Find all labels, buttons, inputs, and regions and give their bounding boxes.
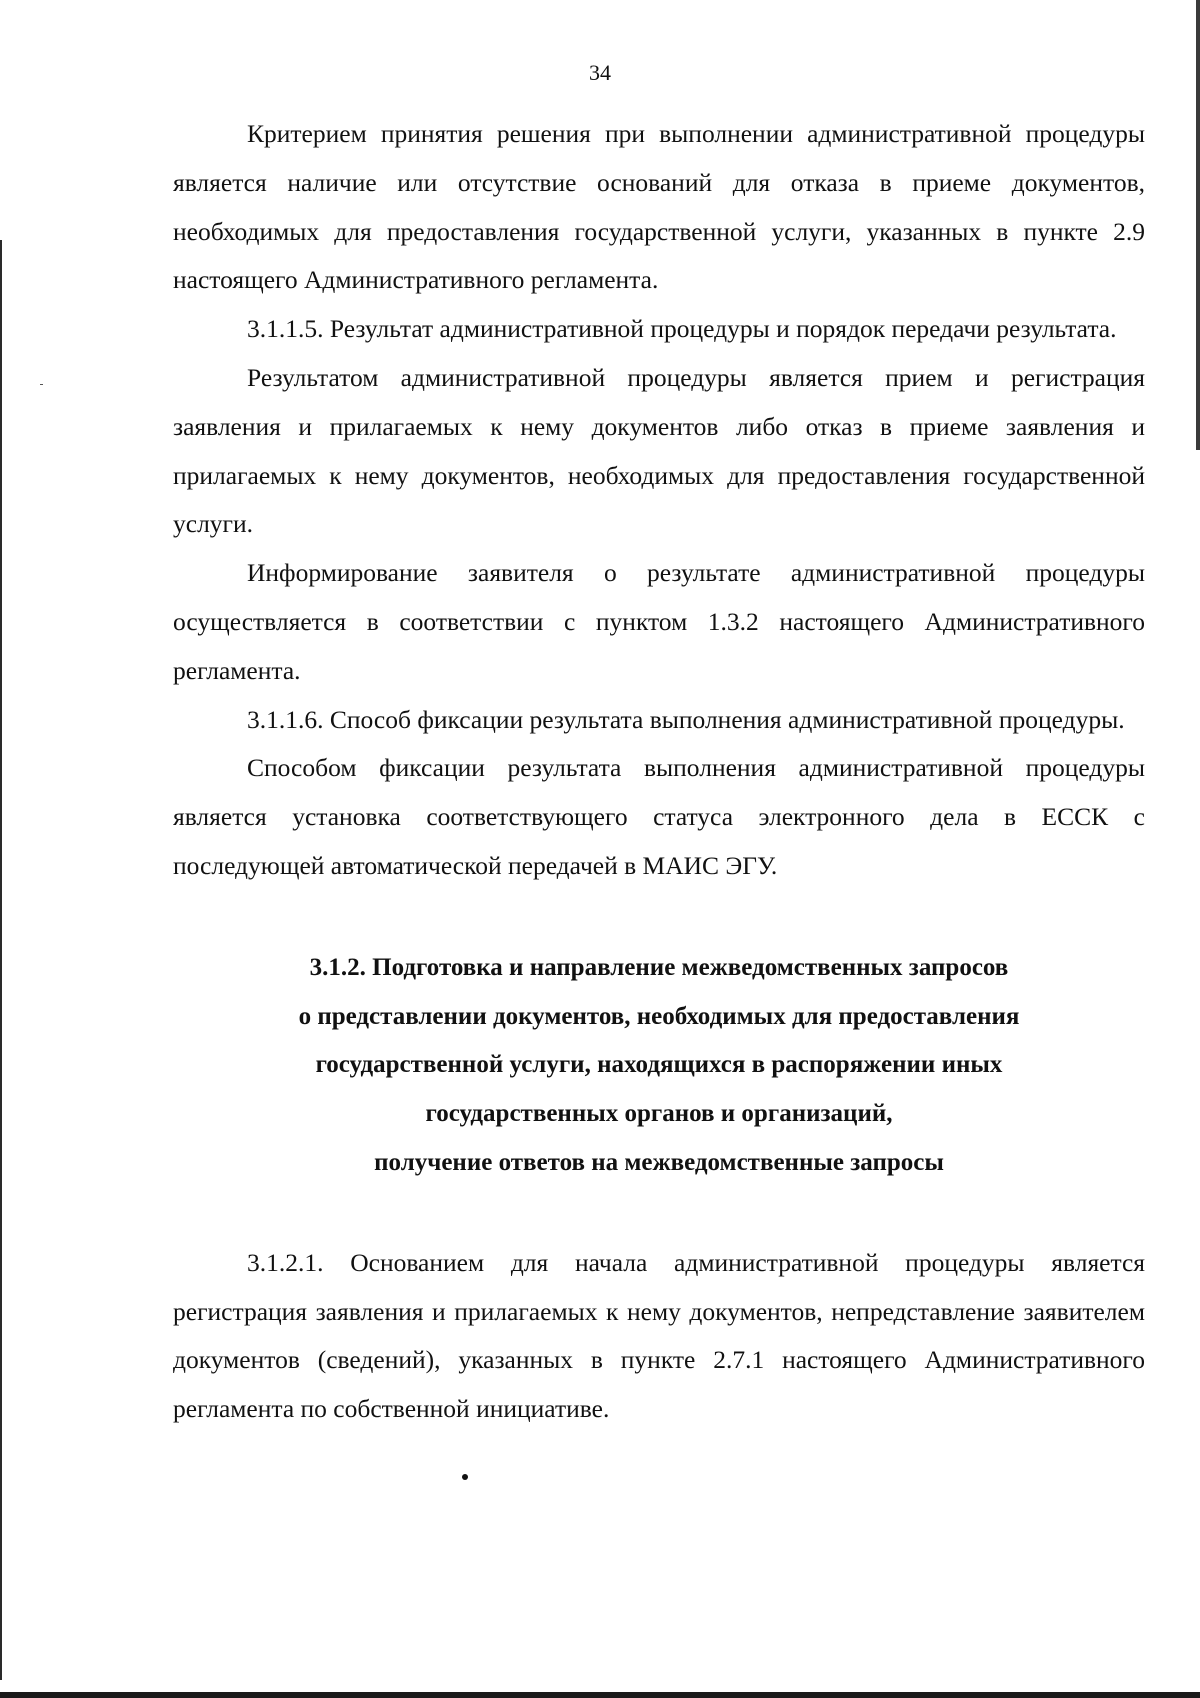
ink-dot [462, 1474, 468, 1480]
paragraph-fixation-method: Способом фиксации результата выполнения административной процедуры является установка соответствующего статуса электронного дела в ЕССК с последующей автоматической передачей в МАИС ЭГУ. [173, 753, 1145, 880]
paragraph-result: Результатом административной процедуры является прием и регистрация заявления и прилагаемых к нему документов либо отказ в приеме заявления и прилагаемых к нему документов, необходимых для предоставления государственной услуги. [173, 362, 1145, 539]
heading-line: 3.1.2. Подготовка и направление межведомственных запросов [309, 953, 1009, 981]
paragraph-3-1-1-6: 3.1.1.6. Способ фиксации результата выполнения административной процедуры. [247, 704, 1125, 734]
heading-line: получение ответов на межведомственные запросы [374, 1148, 944, 1176]
paragraph-informing: Информирование заявителя о результате административной процедуры осуществляется в соответствии с пунктом 1.3.2 настоящего Административного регламента. [173, 558, 1145, 685]
scan-speck [40, 384, 43, 385]
document-body [173, 110, 1145, 1434]
heading-line: государственной услуги, находящихся в распоряжении иных [315, 1051, 1003, 1079]
section-heading-3-1-2 [173, 944, 1145, 1188]
heading-line: государственных органов и организаций, [425, 1100, 893, 1128]
paragraph-3-1-1-5: 3.1.1.5. Результат административной процедуры и порядок передачи результата. [247, 314, 1117, 344]
scan-border-bottom [0, 1692, 1200, 1698]
page-number: 34 [589, 60, 611, 85]
scan-border-left [0, 240, 2, 1680]
paragraph-criterion: Критерием принятия решения при выполнении административной процедуры является наличие или отсутствие оснований для отказа в приеме документов, необходимых для предоставления государственной услуги, указанных в пункте 2.9 настоящего Административного регламента. [173, 119, 1145, 295]
heading-line: о представлении документов, необходимых для предоставления [298, 1002, 1020, 1030]
paragraph-3-1-2-1: 3.1.2.1. Основанием для начала административной процедуры является регистрация заявления и прилагаемых к нему документов, непредставление заявителем документов (сведений), указанных в пункте 2.7.1 настоящего Административного регламента по собственной инициативе. [173, 1247, 1145, 1424]
